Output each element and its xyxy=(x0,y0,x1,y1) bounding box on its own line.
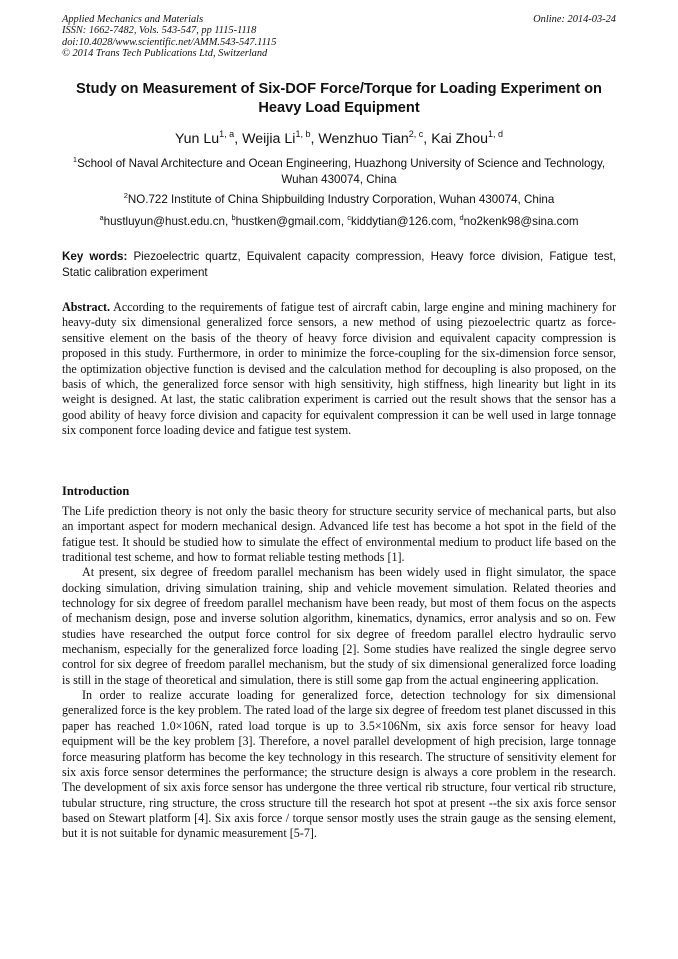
online-date: Online: 2014-03-24 xyxy=(533,14,616,25)
affiliation-text: School of Naval Architecture and Ocean Engineering, Huazhong University of Science and Technology, Wuhan 430074, China xyxy=(77,157,606,186)
abstract-label: Abstract. xyxy=(62,300,111,314)
email-sup: d xyxy=(459,213,464,222)
keywords-text: Piezoelectric quartz, Equivalent capacity compression, Heavy force division, Fatigue test, Static calibration experiment xyxy=(62,250,616,279)
email: kiddytian@126.com xyxy=(351,215,454,228)
abstract-text: According to the requirements of fatigue test of aircraft cabin, large engine and mining machinery for heavy-duty six dimensional generalized force sensors, a new method of using piezoelectric quartz as force-sensitive element on the basis of the theory of heavy force division and equivalent capacity compression is proposed in this study. Furthermore, in order to minimize the force-coupling for the six-dimension force sensor, the optimization objective function is devised and the calculation method for decoupling is also proposed, on the basis of which, the generalized force sensor with high sensitivity, high stiffness, high linearity but light in its weight is designed. At last, the static calibration experiment is carried out the result shows that the sensor has a good ability of heavy force division and capacity for equivalent compression it can be well used in large tonnage six component force loading device and fatigue test system. xyxy=(62,300,616,438)
issn-line: ISSN: 1662-7482, Vols. 543-547, pp 1115-1118 xyxy=(62,25,257,37)
affiliation-sup: 1 xyxy=(72,155,78,164)
journal-name: Applied Mechanics and Materials xyxy=(62,14,204,25)
email-sup: c xyxy=(347,213,352,222)
author-sup: 1, d xyxy=(487,129,503,139)
email: hustluyun@hust.edu.cn xyxy=(103,215,225,228)
affiliation-sup: 2 xyxy=(123,191,128,200)
journal-header xyxy=(62,14,616,60)
author-name: Yun Lu xyxy=(174,131,220,147)
paragraph: The Life prediction theory is not only the basic theory for structure security service of mechanical parts, but also an important aspect for modern mechanical design. Advanced life test has become a hot spot in the field of the fatigue test. It should be studied how to simulate the effect of environmental medium to product life based on the traditional test scheme, and how to format reliable testing methods [1]. xyxy=(62,504,616,565)
doi-line: doi:10.4028/www.scientific.net/AMM.543-547.1115 xyxy=(62,36,277,48)
email-list: $^a$hustluyun@hust.edu.cn, $^b$hustken@gmail.com, $^c$kiddytian@126.com, $^d$no2kenk98@sina.com xyxy=(99,213,579,228)
author-sup: 2, c xyxy=(408,129,424,139)
paper-title: Study on Measurement of Six-DOF Force/Torque for Loading Experiment on Heavy Load Equipment xyxy=(76,81,602,116)
keywords-label: Key words: xyxy=(62,250,128,263)
email: no2kenk98@sina.com xyxy=(463,215,579,228)
affiliation-text: NO.722 Institute of China Shipbuilding Industry Corporation, Wuhan 430074, China xyxy=(127,193,555,206)
affiliation-2 xyxy=(62,192,616,208)
abstract xyxy=(62,300,616,439)
paragraph: In order to realize accurate loading for generalized force, detection technology for six dimensional generalized force is the key problem. The rated load of the large six degree of freedom test planet discussed in this paper has reached 1.0×106N, rated load torque is up to 3.5×106Nm, six axis force sensor for heavy load equipment will be the key problem [3]. Therefore, a novel parallel development of high precision, large tonnage force measuring platform has become the key technology in this research. The structure of sensitivity element for six axis force sensor determines the performance; the structure design is always a core problem in the research. The development of six axis force sensor has undergone the three vertical rib structure, four vertical rib structure, tubular structure, ring structure, the cross structure till the research hot spot at present --the six axis force sensor based on Stewart platform [4]. Six axis force / torque sensor mostly uses the strain gauge as the sensing element, but it is not suitable for dynamic measurement [5-7]. xyxy=(62,688,616,841)
author-name: Weijia Li xyxy=(242,131,296,147)
email: hustken@gmail.com xyxy=(235,215,341,228)
author-name: Kai Zhou xyxy=(431,131,488,147)
introduction-body xyxy=(62,504,616,842)
email-sup: a xyxy=(99,213,104,222)
author-list: Yun Lu$^{1, a}$, Weijia Li$^{1, b}$, Wenzhuo Tian$^{2, c}$, Kai Zhou$^{1, d}$ xyxy=(174,129,503,147)
author-sup: 1, a xyxy=(219,129,235,139)
author-sup: 1, b xyxy=(295,129,311,139)
affiliation-1 xyxy=(62,156,616,187)
copyright-line: © 2014 Trans Tech Publications Ltd, Switzerland xyxy=(62,48,268,60)
author-name: Wenzhuo Tian xyxy=(318,131,409,147)
email-sup: b xyxy=(231,213,236,222)
section-heading-introduction: Introduction xyxy=(62,484,130,498)
paragraph: At present, six degree of freedom parallel mechanism has been widely used in flight simulator, the space docking simulation, driving simulation training, ship and vehicle movement simulation. Related theories and technology for six degree of freedom parallel mechanism have been ready, but most of them focus on the aspects of mechanism design, pose and inverse solution algorithm, kinematics, dynamics, error analysis and so on. Few studies have researched the output force control for six degree of freedom parallel electro hydraulic servo mechanism, especially for the generalized force loading [2]. Some studies have realized the single degree servo control for six degree of freedom parallel mechanism, but the study of six dimensional generalized force loading is still in the stage of theoretical and simulation, there is still some gap from the actual engineering application. xyxy=(62,565,616,687)
keywords xyxy=(62,249,616,280)
